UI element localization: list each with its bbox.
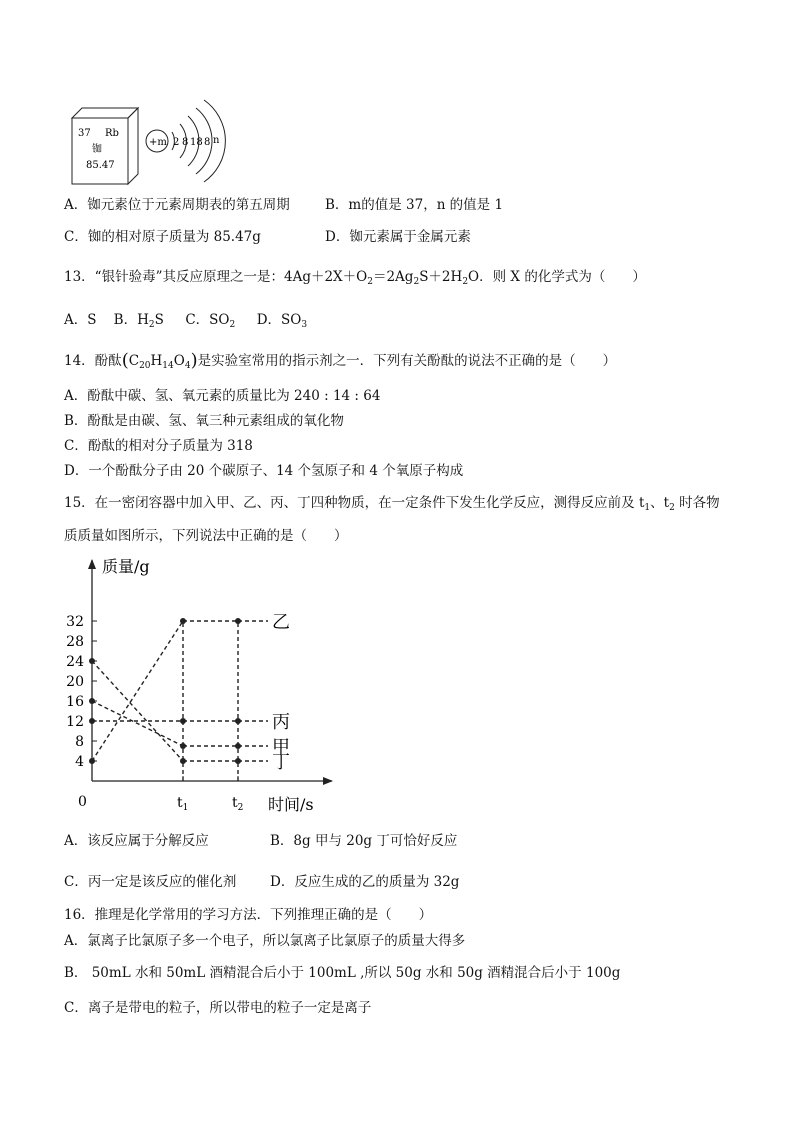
q14-formula: $(C_{20}H_{14}O_4)$	[121, 350, 198, 371]
origin-label: 0	[78, 794, 87, 810]
q13-option-b[interactable]: B．$H_2S$	[113, 312, 164, 330]
x-axis-label: 时间/s	[268, 795, 314, 814]
q15-option-c[interactable]: C．丙一定是该反应的催化剂	[64, 874, 237, 890]
data-point	[235, 718, 241, 724]
q13-option-d[interactable]: D．$SO_3$	[256, 312, 308, 330]
q15-option-b[interactable]: B．8g 甲与 20g 丁可恰好反应	[270, 833, 458, 849]
x-tick-label: $t_1$	[177, 795, 189, 813]
q14-option-c[interactable]: C．酚酞的相对分子质量为 318	[64, 438, 253, 454]
data-point	[89, 698, 95, 704]
q13-stem: 13．“银针验毒”其反应原理之一是：$4Ag+2X+O_2=2Ag_2S+2H_2O$．则 X 的化学式为（ ）	[64, 269, 646, 287]
x-tick-label: $t_2$	[232, 795, 244, 813]
series-line	[92, 661, 183, 761]
nucleus-label: +m	[149, 137, 167, 148]
q14-option-b[interactable]: B．酚酞是由碳、氢、氧三种元素组成的氧化物	[64, 413, 344, 429]
series-line	[92, 701, 183, 746]
data-point	[180, 758, 186, 764]
data-point	[89, 718, 95, 724]
shell-3-electrons: 18	[190, 137, 203, 148]
q14-option-a[interactable]: A．酚酞中碳、氢、氧元素的质量比为 240 : 14 : 64	[64, 388, 381, 404]
element-symbol: Rb	[105, 128, 119, 139]
q16-stem: 16．推理是化学常用的学习方法．下列推理正确的是（ ）	[64, 907, 433, 923]
q14-option-d[interactable]: D．一个酚酞分子由 20 个碳原子、14 个氢原子和 4 个氧原子构成	[64, 463, 464, 479]
data-point	[89, 758, 95, 764]
q13-equation: $4Ag+2X+O_2=2Ag_2S+2H_2O$	[283, 269, 480, 287]
q13-options	[64, 311, 307, 334]
y-tick-label: 16	[66, 694, 84, 710]
q13-option-c[interactable]: C．$SO_2$	[185, 312, 236, 330]
data-point	[235, 743, 241, 749]
q16-option-c[interactable]: C．离子是带电的粒子，所以带电的粒子一定是离子	[64, 1000, 372, 1016]
q12-option-a[interactable]: A．铷元素位于元素周期表的第五周期	[64, 197, 290, 213]
q13-option-a[interactable]: A．S	[64, 312, 97, 328]
data-point	[235, 758, 241, 764]
data-point	[180, 718, 186, 724]
y-tick-label: 20	[66, 674, 84, 690]
y-tick-label: 24	[66, 654, 84, 670]
q15-option-a[interactable]: A．该反应属于分解反应	[64, 833, 209, 849]
q15-stem-line1: 15．在一密闭容器中加入甲、乙、丙、丁四种物质，在一定条件下发生化学反应，测得反应前及 $t_1$、$t_2$ 时各物	[64, 495, 720, 513]
y-tick-label: 32	[66, 614, 84, 630]
q15-stem-line2: 质质量如图所示，下列说法中正确的是（ ）	[64, 528, 348, 544]
mass-time-chart	[56, 552, 346, 817]
y-tick-label: 4	[75, 754, 84, 770]
element-name: 铷	[92, 144, 102, 155]
q12-option-b[interactable]: B．m的值是 37，n 的值是 1	[325, 197, 504, 213]
series-label: 丁	[272, 752, 290, 773]
y-axis-label: 质量/g	[102, 557, 150, 576]
element-atomic-number: 37	[78, 128, 91, 139]
shell-4-electrons: 8	[204, 137, 211, 148]
q12-option-d[interactable]: D．铷元素属于金属元素	[325, 229, 471, 245]
series-label: 丙	[272, 712, 290, 733]
series-label: 甲	[272, 737, 290, 758]
q16-option-a[interactable]: A．氯离子比氯原子多一个电子，所以氯离子比氯原子的质量大得多	[64, 933, 466, 949]
shell-5-electrons: n	[213, 135, 220, 146]
data-point	[180, 618, 186, 624]
series-label: 乙	[272, 612, 290, 633]
shell-1-electrons: 2	[173, 137, 180, 148]
y-tick-label: 28	[66, 634, 84, 650]
q15-option-d[interactable]: D．反应生成的乙的质量为 32g	[270, 874, 460, 890]
rubidium-figure	[60, 90, 230, 188]
q12-option-c[interactable]: C．铷的相对原子质量为 85.47g	[64, 229, 261, 245]
shell-2-electrons: 8	[182, 137, 189, 148]
y-tick-label: 12	[66, 714, 84, 730]
element-mass: 85.47	[86, 160, 115, 171]
q16-option-b[interactable]: B． 50mL 水和 50mL 酒精混合后小于 100mL ,所以 50g 水和 50g 酒精混合后小于 100g	[64, 965, 621, 981]
data-point	[89, 658, 95, 664]
y-tick-label: 8	[75, 734, 84, 750]
q14-stem: 14．酚酞$(C_{20}H_{14}O_4)$是实验室常用的指示剂之一．下列有关酚酞的说法不正确的是（ ）	[64, 350, 617, 371]
data-point	[180, 743, 186, 749]
data-point	[235, 618, 241, 624]
